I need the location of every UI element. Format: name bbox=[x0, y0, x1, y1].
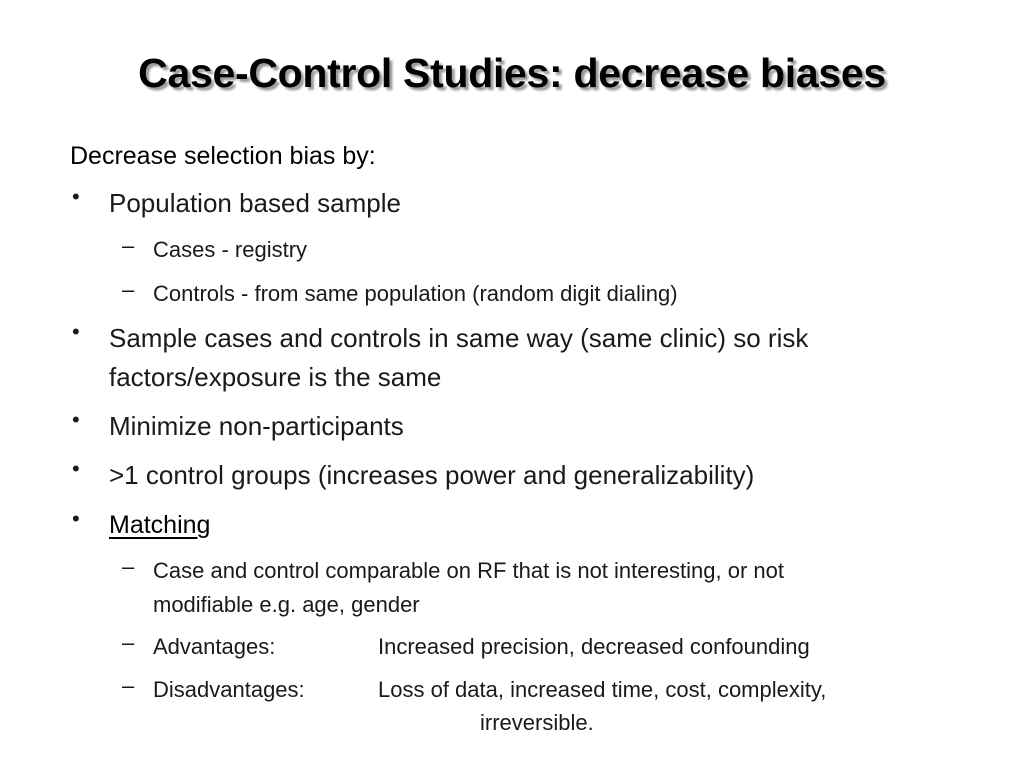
sub-item-text: Case and control comparable on RF that is not interesting, or not bbox=[153, 558, 785, 583]
bullet-icon: • bbox=[72, 184, 80, 209]
dash-icon: – bbox=[122, 673, 135, 698]
disadvantages-value: Loss of data, increased time, cost, complexity, bbox=[378, 677, 827, 702]
matching-heading: Matching bbox=[109, 511, 211, 539]
slide-title: Case-Control Studies: decrease biases bbox=[138, 50, 886, 96]
bullet-text: Minimize non-participants bbox=[109, 411, 404, 441]
dash-icon: – bbox=[122, 630, 135, 655]
bullet-text: Population based sample bbox=[109, 188, 401, 218]
bullet-icon: • bbox=[72, 407, 80, 432]
disadvantages-value-continued: irreversible. bbox=[480, 710, 594, 735]
dash-icon: – bbox=[122, 233, 135, 258]
sub-item-text: modifiable e.g. age, gender bbox=[153, 592, 420, 617]
sub-item-text: Cases - registry bbox=[153, 237, 308, 262]
bullet-text: factors/exposure is the same bbox=[109, 362, 442, 392]
bullet-icon: • bbox=[72, 456, 80, 481]
dash-icon: – bbox=[122, 277, 135, 302]
intro-text: Decrease selection bias by: bbox=[70, 142, 376, 170]
sub-item-text: Controls - from same population (random digit dialing) bbox=[153, 281, 678, 306]
disadvantages-label: Disadvantages: bbox=[153, 677, 305, 702]
advantages-label: Advantages: bbox=[153, 634, 276, 659]
advantages-value: Increased precision, decreased confounding bbox=[378, 634, 810, 659]
bullet-icon: • bbox=[72, 319, 80, 344]
bullet-text: >1 control groups (increases power and generalizability) bbox=[109, 460, 755, 490]
dash-icon: – bbox=[122, 554, 135, 579]
bullet-text: Sample cases and controls in same way (same clinic) so risk bbox=[109, 323, 809, 353]
bullet-icon: • bbox=[72, 506, 80, 531]
